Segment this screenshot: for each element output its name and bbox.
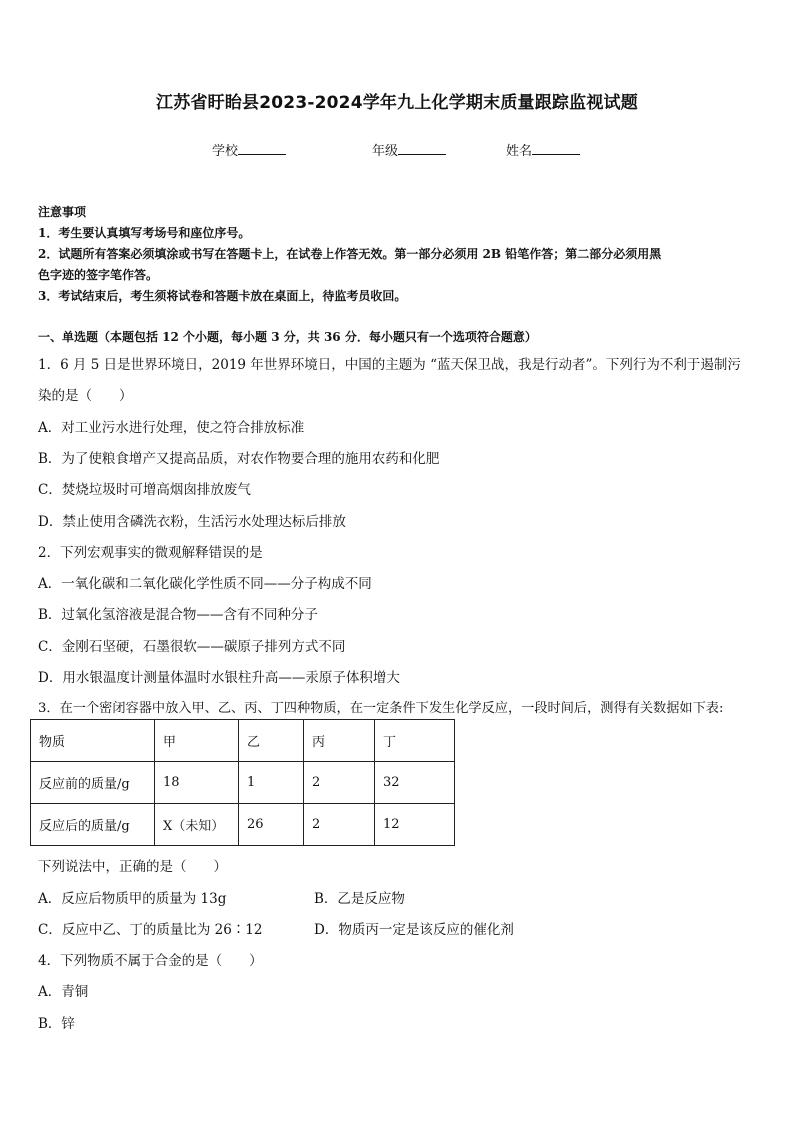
page-title: 江苏省盱眙县2023-2024学年九上化学期末质量跟踪监视试题 <box>156 93 638 113</box>
q1-option-a[interactable]: A．对工业污水进行处理，使之符合排放标准 <box>38 420 305 436</box>
q4-option-b[interactable]: B．锌 <box>38 1016 75 1032</box>
school-field[interactable] <box>212 140 286 159</box>
q4-option-a[interactable]: A．青铜 <box>38 984 89 1000</box>
table-cell: 12 <box>375 804 455 846</box>
notice-item: 色字迹的签字笔作答。 <box>38 268 159 282</box>
school-label: 学校 <box>212 144 239 159</box>
q2-option-b[interactable]: B．过氧化氢溶液是混合物——含有不同种分子 <box>38 607 318 623</box>
q2-stem: 2．下列宏观事实的微观解释错误的是 <box>38 545 263 561</box>
notice-item: 2．试题所有答案必须填涂或书写在答题卡上，在试卷上作答无效。第一部分必须用 2B 铅笔作答；第二部分必须用黑 <box>38 247 662 261</box>
q1-stem: 1．6 月 5 日是世界环境日，2019 年世界环境日，中国的主题为 “蓝天保卫战，我是行动者”。下列行为不利于遏制污 <box>38 357 741 373</box>
table-cell: 26 <box>239 804 304 846</box>
notice-heading: 注意事项 <box>38 205 87 219</box>
table-header-cell: 乙 <box>239 720 304 762</box>
table-cell: X（未知） <box>155 804 239 846</box>
q3-option-c[interactable]: C．反应中乙、丁的质量比为 26∶12 <box>38 922 263 938</box>
notice-item: 1．考生要认真填写考场号和座位序号。 <box>38 226 251 240</box>
table-header-row <box>31 720 455 762</box>
q3-followup: 下列说法中，正确的是（ ） <box>38 859 227 875</box>
table-cell: 反应前的质量/g <box>31 762 155 804</box>
q1-option-b[interactable]: B．为了使粮食增产又提高品质，对农作物要合理的施用农药和化肥 <box>38 451 440 467</box>
grade-blank[interactable] <box>398 142 446 155</box>
name-label: 姓名 <box>506 144 533 159</box>
grade-label: 年级 <box>372 144 399 159</box>
table-cell: 2 <box>304 804 375 846</box>
q1-option-d[interactable]: D．禁止使用含磷洗衣粉，生活污水处理达标后排放 <box>38 514 346 530</box>
q1-stem-cont: 染的是（ ） <box>38 388 133 404</box>
table-header-cell: 甲 <box>155 720 239 762</box>
q3-data-table <box>30 719 455 846</box>
name-field[interactable] <box>506 140 580 159</box>
name-blank[interactable] <box>532 142 580 155</box>
section-heading: 一、单选题（本题包括 12 个小题，每小题 3 分，共 36 分．每小题只有一个选项符合题意） <box>38 330 537 344</box>
q3-option-a[interactable]: A．反应后物质甲的质量为 13g <box>38 891 227 907</box>
table-cell: 反应后的质量/g <box>31 804 155 846</box>
table-row <box>31 762 455 804</box>
q2-option-c[interactable]: C．金刚石坚硬，石墨很软——碳原子排列方式不同 <box>38 639 346 655</box>
q4-stem: 4．下列物质不属于合金的是（ ） <box>38 953 263 969</box>
q2-option-d[interactable]: D．用水银温度计测量体温时水银柱升高——汞原子体积增大 <box>38 670 400 686</box>
q3-option-d[interactable]: D．物质丙一定是该反应的催化剂 <box>314 922 514 938</box>
q3-option-b[interactable]: B．乙是反应物 <box>314 891 405 907</box>
table-cell: 2 <box>304 762 375 804</box>
q3-stem: 3．在一个密闭容器中放入甲、乙、丙、丁四种物质，在一定条件下发生化学反应，一段时间后，测得有关数据如下表: <box>38 701 724 716</box>
table-cell: 1 <box>239 762 304 804</box>
grade-field[interactable] <box>372 140 446 159</box>
table-row <box>31 804 455 846</box>
q1-option-c[interactable]: C．焚烧垃圾时可增高烟囱排放废气 <box>38 482 251 498</box>
table-cell: 18 <box>155 762 239 804</box>
table-header-cell: 丙 <box>304 720 375 762</box>
table-cell: 32 <box>375 762 455 804</box>
q2-option-a[interactable]: A．一氧化碳和二氧化碳化学性质不同——分子构成不同 <box>38 576 372 592</box>
table-header-cell: 丁 <box>375 720 455 762</box>
school-blank[interactable] <box>238 142 286 155</box>
table-header-cell: 物质 <box>31 720 155 762</box>
notice-item: 3．考试结束后，考生须将试卷和答题卡放在桌面上，待监考员收回。 <box>38 289 407 303</box>
